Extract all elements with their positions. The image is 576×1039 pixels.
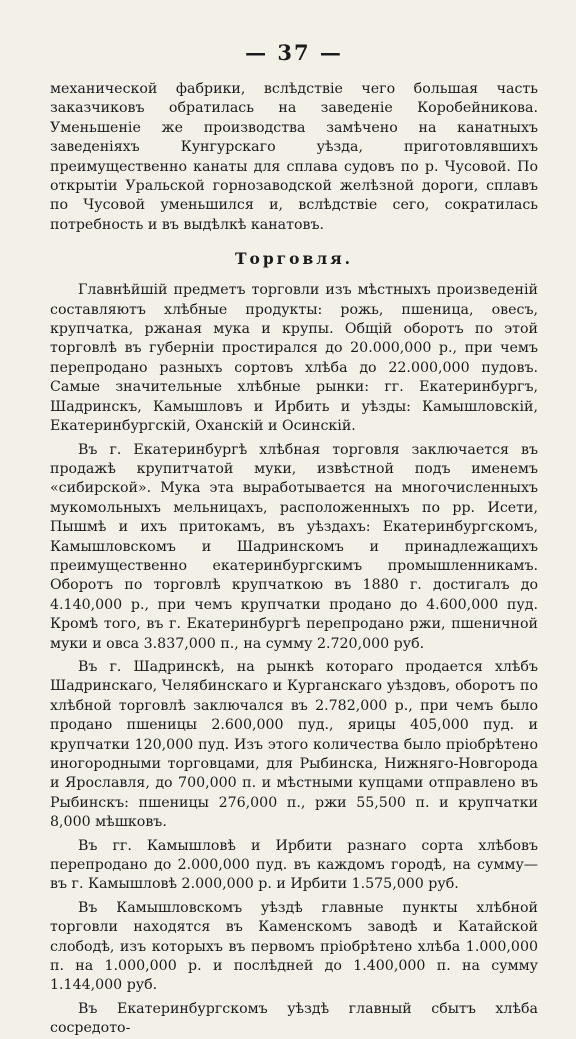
trade-paragraph-2: Въ г. Екатеринбургѣ хлѣбная торговля заключается въ продажѣ крупитчатой муки, извѣстной подъ именемъ «сибирской». Мука эта выработывается на многочисленныхъ мукомольныхъ мельницахъ, расположенныхъ по рр. Исети, Пышмѣ и ихъ притокамъ, въ уѣздахъ: Екатеринбургскомъ, Камышловскомъ и Шадринскомъ и принадлежащихъ преимущественно екатеринбургскимъ промышленникамъ. Оборотъ по торговлѣ крупчаткою въ 1880 г. достигалъ до 4.140,000 р., при чемъ крупчатки продано до 4.600,000 пуд. Кромѣ того, въ г. Екатеринбургѣ перепродано ржи, пшеничной муки и овса 3.837,000 п., на сумму 2.720,000 руб. [50,441,538,652]
trade-paragraph-1: Главнѣйшій предметъ торговли изъ мѣстныхъ произведеній составляютъ хлѣбные продукты: рожь, пшеница, овесъ, крупчатка, ржаная мука и крупы. Общій оборотъ по этой торговлѣ въ губерніи простирался до 20.000,000 р., при чемъ перепродано разныхъ сортовъ хлѣба до 22.000,000 пудовъ. Самые значительные хлѣбные рынки: гг. Екатеринбургъ, Шадринскъ, Камышловъ и Ирбить и уѣзды: Камышловскій, Екатеринбургскій, Оханскій и Осинскій. [50,282,538,435]
trade-paragraph-5: Въ Камышловскомъ уѣздѣ главные пункты хлѣбной торговли находятся въ Каменскомъ заводѣ и Катайской слободѣ, изъ которыхъ въ первомъ пріобрѣтено хлѣба 1.000,000 п. на 1.000,000 р. и послѣдней до 1.400,000 п. на сумму 1.144,000 руб. [50,899,538,994]
trade-paragraph-6: Въ Екатеринбургскомъ уѣздѣ главный сбытъ хлѣба сосредото- [50,1000,538,1037]
intro-paragraph: механической фабрики, вслѣдствіе чего большая часть заказчиковъ обратилась на заведеніе Коробейникова. Уменьшеніе же производства замѣчено на канатныхъ заведеніяхъ Кунгурскаго уѣзда, приготовлявшихъ преимущественно канаты для сплава судовъ по р. Чусовой. По открытіи Уральской горнозаводской желѣзной дороги, сплавъ по Чусовой уменьшился и, вслѣдствіе сего, сократилась потребность и въ выдѣлкѣ канатовъ. [50,81,538,233]
page-number: — 37 — [245,40,343,65]
section-title-trade: Торговля. [234,249,354,269]
trade-paragraph-3: Въ г. Шадринскѣ, на рынкѣ котораго продается хлѣбъ Шадринскаго, Челябинскаго и Курганскаго уѣздовъ, оборотъ по хлѣбной торговлѣ заключался въ 2.782,000 р., при чемъ было продано пшеницы 2.600,000 пуд., ярицы 405,000 пуд. и крупчатки 120,000 пуд. Изъ этого количества было пріобрѣтено иногородными торговцами, для Рыбинска, Нижняго-Новгорода и Ярославля, до 700,000 п. и мѣстными купцами отправлено въ Рыбинскъ: пшеницы 276,000 п., ржи 55,500 п. и крупчатки 8,000 мѣшковъ. [50,658,538,831]
trade-paragraph-4: Въ гг. Камышловѣ и Ирбити разнаго сорта хлѣбовъ перепродано до 2.000,000 пуд. въ каждомъ городѣ, на сумму—въ г. Камышловѣ 2.000,000 р. и Ирбити 1.575,000 руб. [50,837,538,893]
